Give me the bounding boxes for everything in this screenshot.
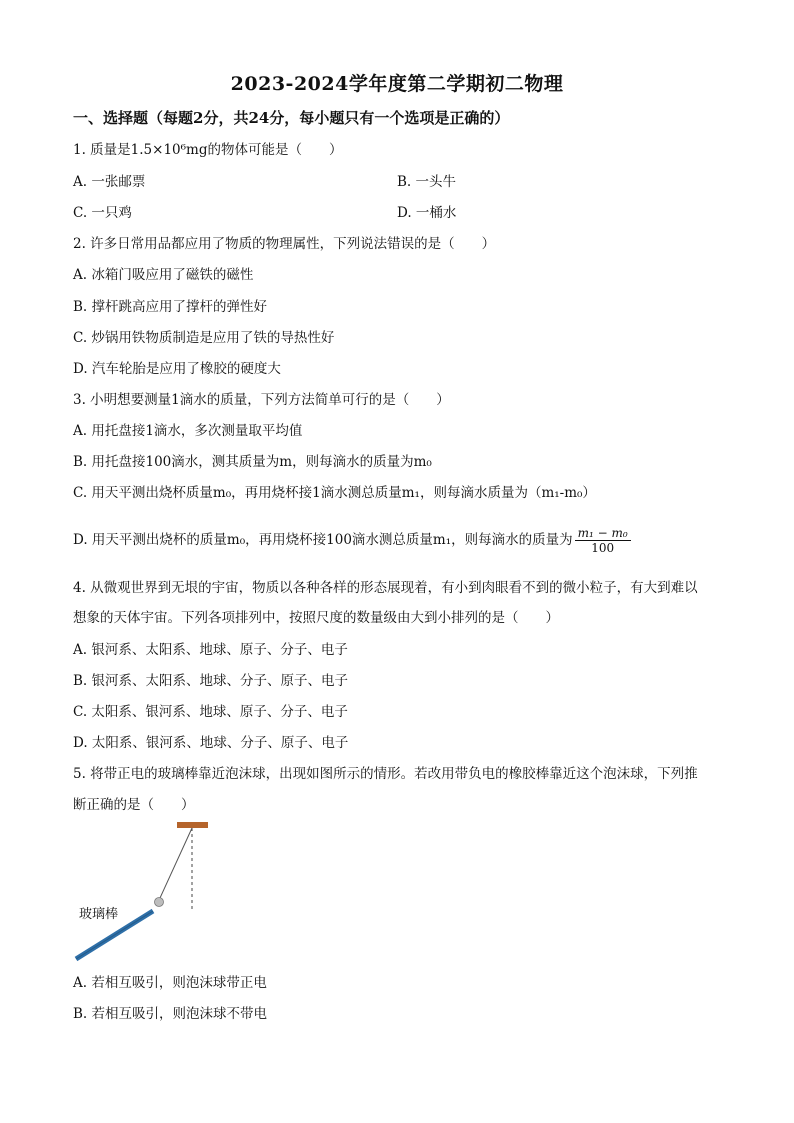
question-3-stem: 3. 小明想要测量1滴水的质量，下列方法简单可行的是（ ）: [73, 392, 450, 408]
question-5-stem-line-2: 断正确的是（ ）: [73, 797, 195, 813]
question-1-option-d: D. 一桶水: [397, 205, 457, 221]
question-5-stem-line-1: 5. 将带正电的玻璃棒靠近泡沫球，出现如图所示的情形。若改用带负电的橡胶棒靠近这个泡沫球，下列推: [73, 766, 698, 782]
question-5-option-b: B. 若相互吸引，则泡沫球不带电: [73, 1006, 268, 1022]
foam-ball: [155, 898, 164, 907]
question-2-stem: 2. 许多日常用品都应用了物质的物理属性，下列说法错误的是（ ）: [73, 236, 496, 252]
question-4-option-a: A. 银河系、太阳系、地球、原子、分子、电子: [73, 642, 348, 658]
question-1-option-c: C. 一只鸡: [73, 205, 132, 221]
question-5-option-a: A. 若相互吸引，则泡沫球带正电: [73, 975, 267, 991]
question-2-option-b: B. 撑杆跳高应用了撑杆的弹性好: [73, 299, 268, 315]
question-1-option-b: B. 一头牛: [397, 174, 457, 190]
support-bar: [177, 822, 208, 828]
question-1-option-a: A. 一张邮票: [73, 174, 146, 190]
question-3-option-a: A. 用托盘接1滴水，多次测量取平均值: [73, 423, 303, 439]
question-2-option-a: A. 冰箱门吸应用了磁铁的磁性: [73, 267, 254, 283]
question-3-option-d: [73, 526, 631, 555]
section-title: 一、选择题（每题2分，共24分，每小题只有一个选项是正确的）: [73, 109, 510, 127]
question-2-option-c: C. 炒锅用铁物质制造是应用了铁的导热性好: [73, 330, 335, 346]
fraction-numerator: m₁ − m₀: [575, 526, 631, 541]
question-2-option-d: D. 汽车轮胎是应用了橡胶的硬度大: [73, 361, 281, 377]
question-3-option-d-text: D. 用天平测出烧杯的质量m₀，再用烧杯接100滴水测总质量m₁，则每滴水的质量为: [73, 532, 573, 548]
question-1-stem: 1. 质量是1.5×10⁶mg的物体可能是（ ）: [73, 142, 343, 158]
pendulum-figure: [70, 818, 220, 968]
thread: [160, 828, 192, 898]
figure-label-glass-rod: 玻璃棒: [79, 907, 119, 922]
question-4-stem-line-1: 4. 从微观世界到无垠的宇宙，物质以各种各样的形态展现着，有小到肉眼看不到的微小粒子，有大到难以: [73, 580, 698, 596]
question-4-option-b: B. 银河系、太阳系、地球、分子、原子、电子: [73, 673, 349, 689]
question-4-option-c: C. 太阳系、银河系、地球、原子、分子、电子: [73, 704, 348, 720]
question-4-stem-line-2: 想象的天体宇宙。下列各项排列中，按照尺度的数量级由大到小排列的是（ ）: [73, 610, 559, 626]
question-3-option-b: B. 用托盘接100滴水，测其质量为m，则每滴水的质量为m₀: [73, 454, 432, 470]
fraction-denominator: 100: [591, 541, 615, 555]
question-3-option-c: C. 用天平测出烧杯质量m₀，再用烧杯接1滴水测总质量m₁，则每滴水质量为（m₁-m₀）: [73, 485, 596, 501]
fraction: [575, 526, 631, 555]
question-4-option-d: D. 太阳系、银河系、地球、分子、原子、电子: [73, 735, 349, 751]
page-title: 2023-2024学年度第二学期初二物理: [230, 73, 564, 95]
